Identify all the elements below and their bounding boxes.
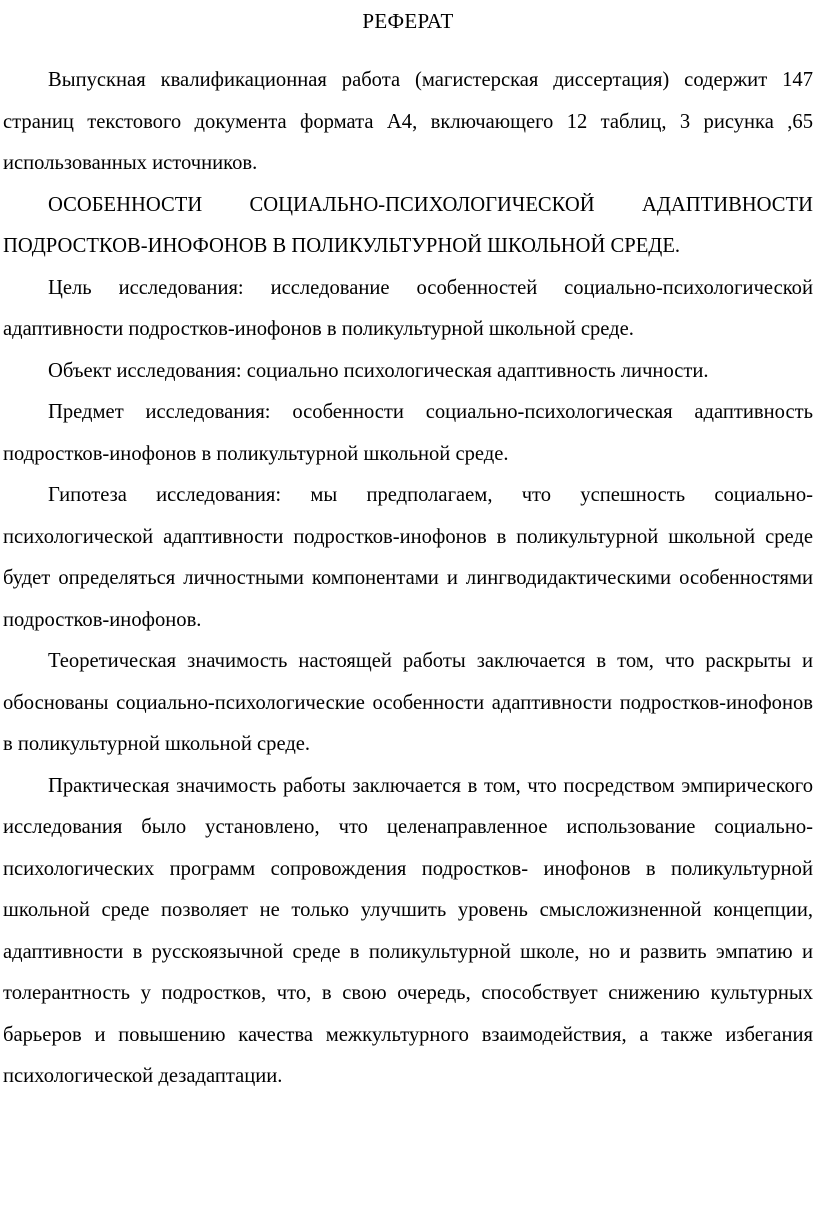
paragraph-goal: Цель исследования: исследование особенностей социально-психологической адаптивности подростков-инофонов в поликультурной школьной среде. xyxy=(3,276,813,340)
paragraph-object: Объект исследования: социально психологическая адаптивность личности. xyxy=(48,359,709,382)
paragraph-subject: Предмет исследования: особенности социально-психологическая адаптивность подростков-инофонов в поликультурной школьной среде. xyxy=(3,401,813,465)
paragraph-theoretical-significance: Теоретическая значимость настоящей работы заключается в том, что раскрыты и обоснованы социально-психологические особенности адаптивности подростков-инофонов в поликультурной школьной среде. xyxy=(3,650,813,755)
paragraph-topic: ОСОБЕННОСТИ СОЦИАЛЬНО-ПСИХОЛОГИЧЕСКОЙ АДАПТИВНОСТИ ПОДРОСТКОВ-ИНОФОНОВ В ПОЛИКУЛЬТУРНОЙ ШКОЛЬНОЙ СРЕДЕ. xyxy=(3,193,813,257)
document-page xyxy=(3,6,813,1098)
paragraph-hypothesis: Гипотеза исследования: мы предполагаем, что успешность социально-психологической адаптивности подростков-инофонов в поликультурной школьной среде будет определяться личностными компонентами и лингводидактическими особенностями подростков-инофонов. xyxy=(3,484,813,631)
paragraph-summary: Выпускная квалификационная работа (магистерская диссертация) содержит 147 страниц текстового документа формата А4, включающего 12 таблиц, 3 рисунка ,65 использованных источников. xyxy=(3,69,813,174)
document-title: РЕФЕРАТ xyxy=(362,9,454,33)
paragraph-practical-significance: Практическая значимость работы заключается в том, что посредством эмпирического исследования было установлено, что целенаправленное использование социально-психологических программ сопровождения подростков- инофонов в поликультурной школьной среде позволяет не только улучшить уровень смысложизненной концепции, адаптивности в русскоязычной среде в поликультурной школе, но и развить эмпатию и толерантность у подростков, что, в свою очередь, способствует снижению культурных барьеров и повышению качества межкультурного взаимодействия, а также избегания психологической дезадаптации. xyxy=(3,774,813,1087)
